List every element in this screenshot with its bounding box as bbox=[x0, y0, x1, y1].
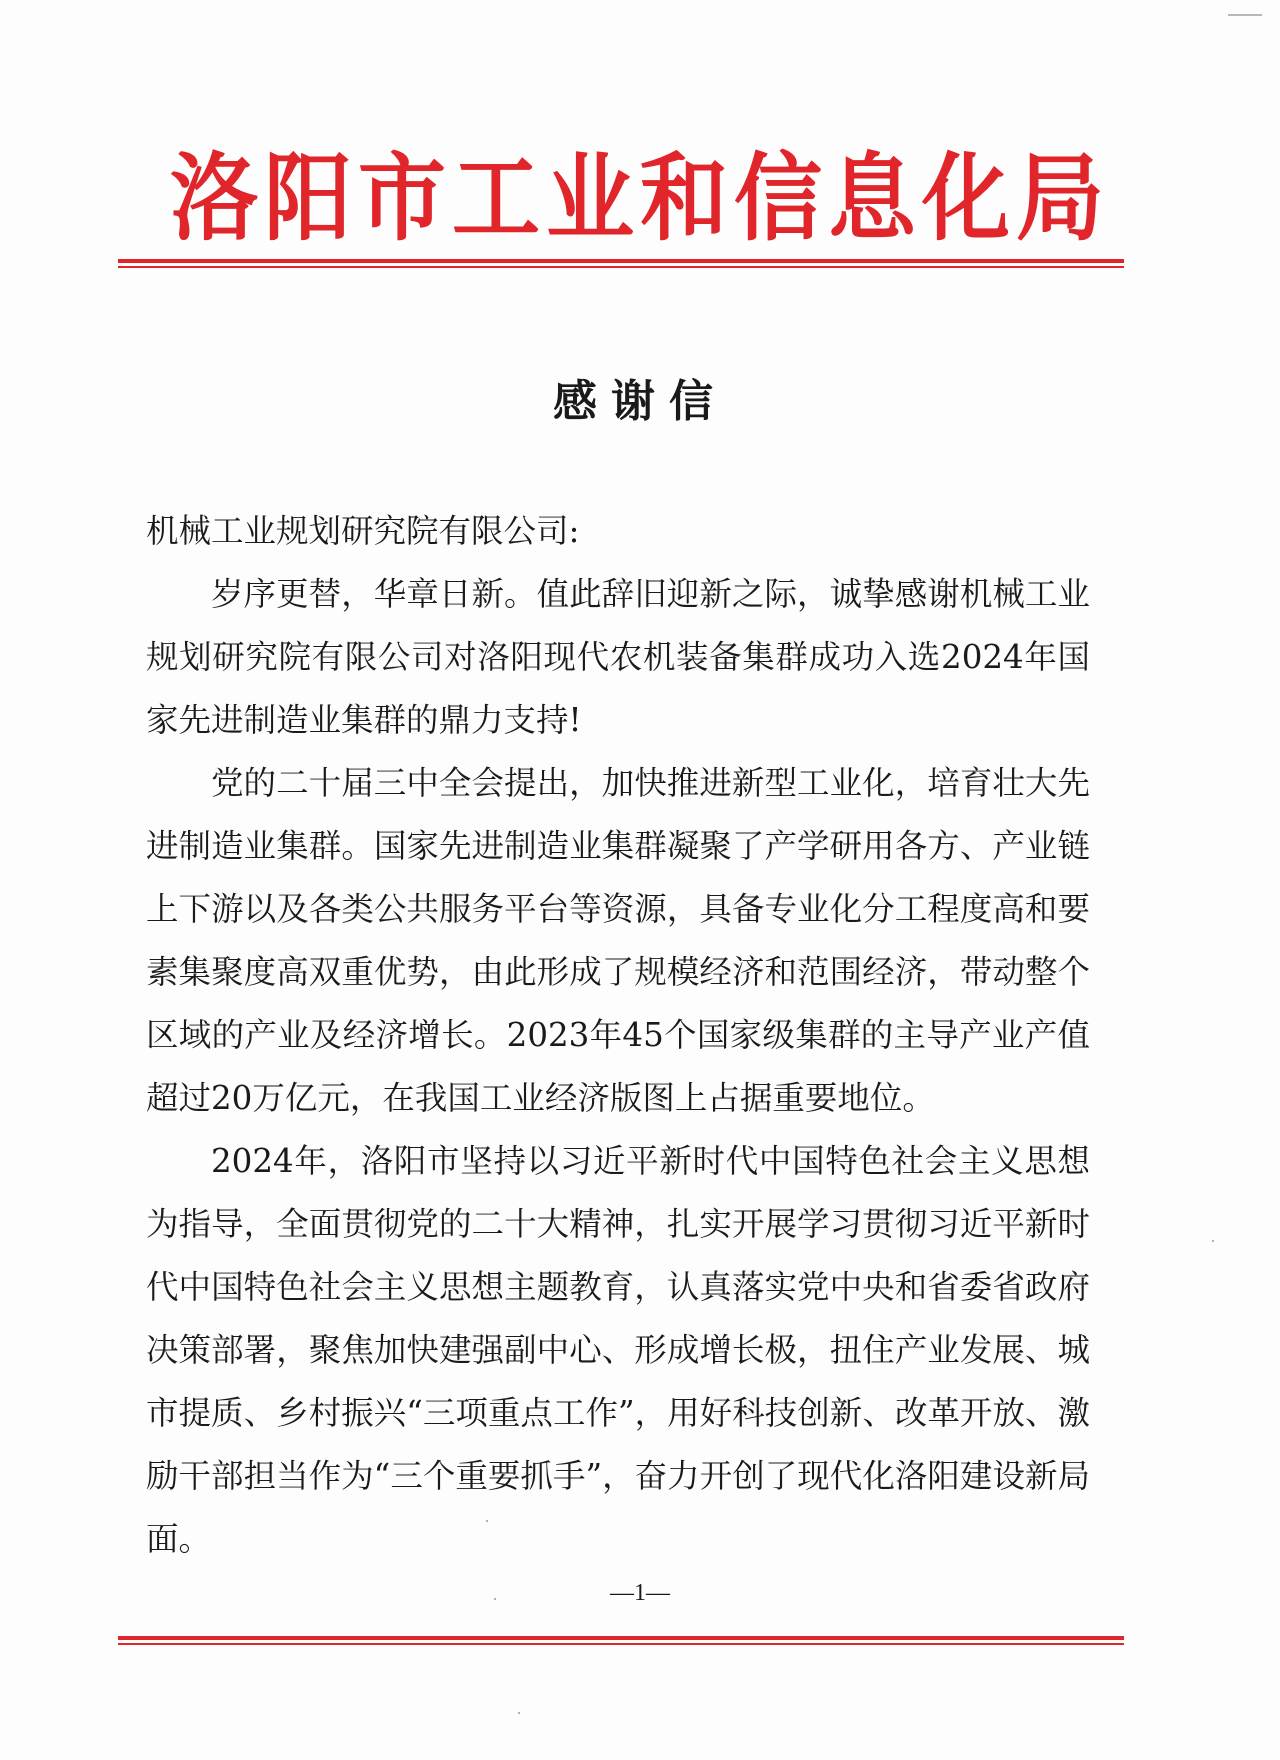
salutation: 机械工业规划研究院有限公司: bbox=[146, 512, 580, 550]
header-red-rule bbox=[118, 259, 1124, 268]
footer-red-rule bbox=[118, 1636, 1124, 1645]
scan-speck bbox=[1212, 1240, 1214, 1242]
page-number: —1— bbox=[610, 1580, 670, 1606]
document-title: 感谢信 bbox=[553, 376, 727, 427]
scan-speck bbox=[486, 1520, 488, 1522]
scan-corner-mark bbox=[1228, 14, 1262, 16]
scan-speck bbox=[494, 1598, 496, 1600]
paragraph-2: 党的二十届三中全会提出，加快推进新型工业化，培育壮大先进制造业集群。国家先进制造业集群凝聚了产学研用各方、产业链上下游以及各类公共服务平台等资源，具备专业化分工程度高和要素集聚度高双重优势，由此形成了规模经济和范围经济，带动整个区域的产业及经济增长。2023年45个国家级集群的主导产业产值超过20万亿元，在我国工业经济版图上占据重要地位。 bbox=[146, 764, 1090, 1117]
letter-body bbox=[146, 500, 1090, 1571]
paragraph-3: 2024年，洛阳市坚持以习近平新时代中国特色社会主义思想为指导，全面贯彻党的二十大精神，扎实开展学习贯彻习近平新时代中国特色社会主义思想主题教育，认真落实党中央和省委省政府决策部署，聚焦加快建强副中心、形成增长极，扭住产业发展、城市提质、乡村振兴“三项重点工作”，用好科技创新、改革开放、激励干部担当作为“三个重要抓手”，奋力开创了现代化洛阳建设新局面。 bbox=[146, 1142, 1090, 1558]
scan-speck bbox=[518, 1712, 520, 1714]
organization-header: 洛阳市工业和信息化局 bbox=[169, 141, 1110, 254]
header-red-rule-thin bbox=[118, 266, 1124, 268]
paragraph-1: 岁序更替，华章日新。值此辞旧迎新之际，诚挚感谢机械工业规划研究院有限公司对洛阳现代农机装备集群成功入选2024年国家先进制造业集群的鼎力支持! bbox=[146, 575, 1090, 739]
footer-red-rule-thin bbox=[118, 1643, 1124, 1645]
